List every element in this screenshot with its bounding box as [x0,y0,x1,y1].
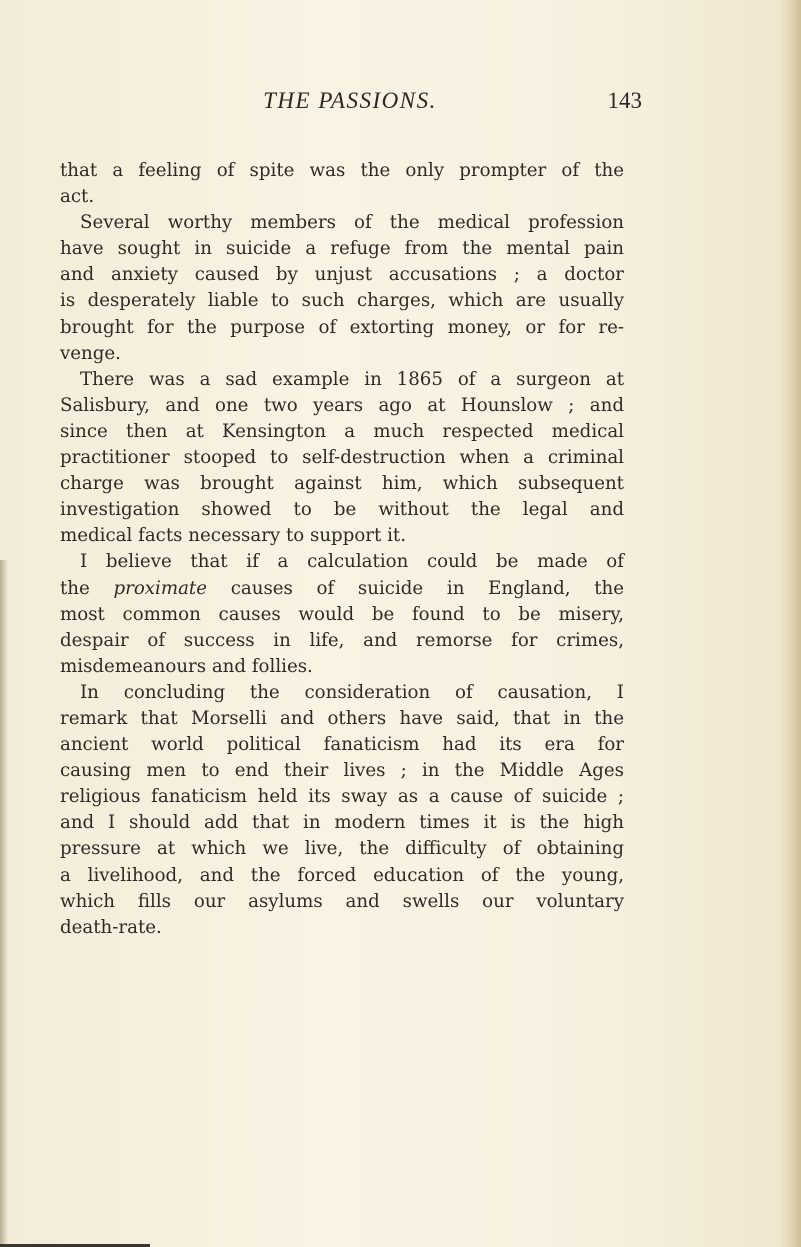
text-line: ancient world political fanaticism had its era for [60,734,624,756]
text-line: have sought in suicide a refuge from the mental pain [60,238,624,260]
italic-word: proximate [113,577,208,599]
text-line: brought for the purpose of extorting money, or for re- [60,316,624,338]
text-line: act. [60,186,95,208]
page-number: 143 [607,88,642,113]
text-line: investigation showed to be without the legal and [60,499,624,521]
running-header [60,81,640,121]
text-line-with-italic [60,576,624,602]
running-title: THE PASSIONS. [263,88,437,113]
text-line: Several worthy members of the medical profession [80,212,624,234]
text-line: religious fanaticism held its sway as a cause of suicide ; [60,786,624,808]
text-segment: causes of suicide in England, the [207,577,625,599]
page-right-edge-shadow [779,0,801,1247]
text-line: most common causes would be found to be misery, [60,603,624,625]
text-line: medical facts necessary to support it. [60,525,406,547]
text-line: practitioner stooped to self-destruction when a criminal [60,447,624,469]
text-line: misdemeanours and follies. [60,655,313,677]
text-line: remark that Morselli and others have said, that in the [60,707,624,729]
text-line: that a feeling of spite was the only prompter of the [60,160,624,181]
text-line: which fills our asylums and swells our voluntary [60,890,624,912]
text-segment: the [60,577,114,599]
text-line: a livelihood, and the forced education of the young, [60,864,624,886]
body-text [60,158,624,941]
text-line: and anxiety caused by unjust accusations ; a doctor [60,264,624,286]
text-line: pressure at which we live, the difficulty of obtaining [60,838,624,860]
text-line: venge. [60,342,121,364]
text-line: and I should add that in modern times it is the high [60,812,624,834]
text-line: Salisbury, and one two years ago at Hounslow ; and [60,394,624,416]
text-line: despair of success in life, and remorse for crimes, [60,629,624,651]
page-left-edge-shadow [0,560,8,1247]
text-line: In concluding the consideration of causation, I [80,681,624,703]
text-line: is desperately liable to such charges, which are usually [60,290,624,312]
text-line: There was a sad example in 1865 of a surgeon at [80,368,624,390]
text-line: death-rate. [60,916,162,938]
text-line: causing men to end their lives ; in the Middle Ages [60,760,624,782]
text-line: charge was brought against him, which subsequent [60,473,624,495]
text-line: I believe that if a calculation could be made of [80,551,624,573]
text-line: since then at Kensington a much respected medical [60,420,624,442]
